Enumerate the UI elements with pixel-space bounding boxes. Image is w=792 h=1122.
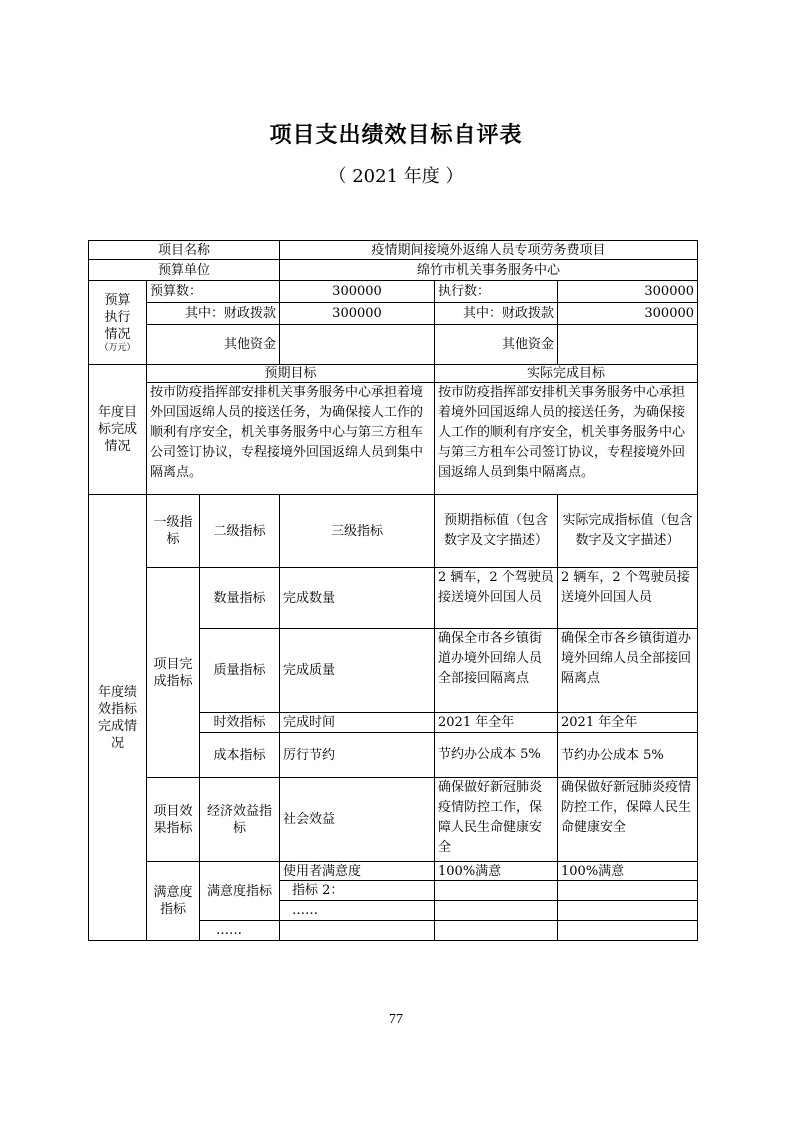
table-row-expected: 确保全市各乡镇街道办境外回绵人员全部接回隔离点	[435, 629, 558, 713]
expected-goal-text: 按市防疫指挥部安排机关事务服务中心承担着境外回国返绵人员的接送任务，为确保接人工作的顺利有序安全，机关事务服务中心与第三方租车公司签订协议，专程接境外回国返绵人员到集中隔离点。	[147, 383, 435, 495]
satisfaction-indicator-label: 满意度指标	[147, 862, 200, 941]
header-level3: 三级指标	[280, 495, 435, 568]
effect-actual: 确保做好新冠肺炎疫情防控工作，保障人民生命健康安全	[558, 778, 698, 862]
header-actual: 实际完成指标值（包含数字及文字描述）	[558, 495, 698, 568]
effect-expected: 确保做好新冠肺炎疫情防控工作，保障人民生命健康安全	[435, 778, 558, 862]
empty-cell	[558, 881, 698, 901]
empty-cell	[435, 921, 558, 941]
other-funds-exec-label: 其他资金	[435, 325, 558, 365]
empty-cell	[280, 921, 435, 941]
table-row-l3: 厉行节约	[280, 733, 435, 778]
annual-goal-label: 年度目标完成情况	[89, 365, 147, 495]
actual-goal-text: 按市防疫指挥部安排机关事务服务中心承担着境外回国返绵人员的接送任务，为确保接人工作的顺利有序安全，机关事务服务中心与第三方租车公司签订协议，专程接境外回国返绵人员到集中隔离点。	[435, 383, 698, 495]
exec-amount-label: 执行数：	[435, 281, 558, 303]
table-row-l3: 完成时间	[280, 713, 435, 733]
empty-cell	[558, 921, 698, 941]
budget-exec-label-line2: 执行	[104, 309, 131, 325]
document-title: 项目支出绩效目标自评表	[269, 123, 523, 148]
table-row-actual: 确保全市各乡镇街道办境外回绵人员全部接回隔离点	[558, 629, 698, 713]
satisfaction-l3: 使用者满意度	[280, 862, 435, 881]
ellipsis-row-1: ……	[280, 901, 435, 921]
table-row-l3: 完成数量	[280, 568, 435, 629]
page-number: 77	[389, 1012, 403, 1027]
table-row-actual: 2 辆车，2 个驾驶员接送境外回国人员	[558, 568, 698, 629]
budget-exec-label-line3: 情况	[104, 326, 131, 342]
ellipsis-row-2: ……	[200, 921, 280, 941]
table-row-l3: 完成质量	[280, 629, 435, 713]
project-name-value: 疫情期间接境外返绵人员专项劳务费项目	[280, 241, 698, 260]
table-row-actual: 节约办公成本 5%	[558, 733, 698, 778]
table-row-expected: 2 辆车，2 个驾驶员接送境外回国人员	[435, 568, 558, 629]
satisfaction-actual: 100%满意	[558, 862, 698, 881]
table-row-l2: 成本指标	[200, 733, 280, 778]
table-row-l2: 数量指标	[200, 568, 280, 629]
document-subtitle: （ 2021 年度 ）	[328, 166, 464, 187]
perf-indicator-label: 年度绩效指标完成情况	[89, 495, 147, 941]
empty-cell	[435, 901, 558, 921]
effect-l3: 社会效益	[280, 778, 435, 862]
fiscal-budget-label: 其中：财政拨款	[147, 303, 280, 325]
output-indicator-label: 项目完成指标	[147, 568, 200, 778]
fiscal-budget-value: 300000	[280, 303, 435, 325]
fiscal-exec-label: 其中：财政拨款	[435, 303, 558, 325]
table-row-expected: 2021 年全年	[435, 713, 558, 733]
budget-unit-value: 绵竹市机关事务服务中心	[280, 260, 698, 281]
header-expected: 预期指标值（包含数字及文字描述）	[435, 495, 558, 568]
budget-amount-label: 预算数：	[147, 281, 280, 303]
other-funds-budget-label: 其他资金	[147, 325, 280, 365]
header-level1: 一级指标	[147, 495, 200, 568]
empty-cell	[435, 881, 558, 901]
other-funds-budget-value	[280, 325, 435, 365]
table-row-expected: 节约办公成本 5%	[435, 733, 558, 778]
exec-amount-value: 300000	[558, 281, 698, 303]
budget-exec-label-line1: 预算	[104, 292, 131, 308]
expected-goal-header: 预期目标	[147, 365, 435, 383]
budget-exec-label	[89, 281, 147, 365]
budget-unit-label: 预算单位	[89, 260, 280, 281]
effect-l2: 经济效益指标	[200, 778, 280, 862]
satisfaction-l2: 满意度指标	[200, 862, 280, 921]
actual-goal-header: 实际完成目标	[435, 365, 698, 383]
fiscal-exec-value: 300000	[558, 303, 698, 325]
budget-amount-value: 300000	[280, 281, 435, 303]
budget-exec-unit: （万元）	[99, 342, 136, 353]
performance-table	[88, 240, 698, 941]
table-row-l2: 质量指标	[200, 629, 280, 713]
satisfaction-expected: 100%满意	[435, 862, 558, 881]
header-level2: 二级指标	[200, 495, 280, 568]
table-row-actual: 2021 年全年	[558, 713, 698, 733]
empty-cell	[558, 901, 698, 921]
project-name-label: 项目名称	[89, 241, 280, 260]
indicator-2-label: 指标 2：	[280, 881, 435, 901]
table-row-l2: 时效指标	[200, 713, 280, 733]
other-funds-exec-value	[558, 325, 698, 365]
effect-indicator-label: 项目效果指标	[147, 778, 200, 862]
